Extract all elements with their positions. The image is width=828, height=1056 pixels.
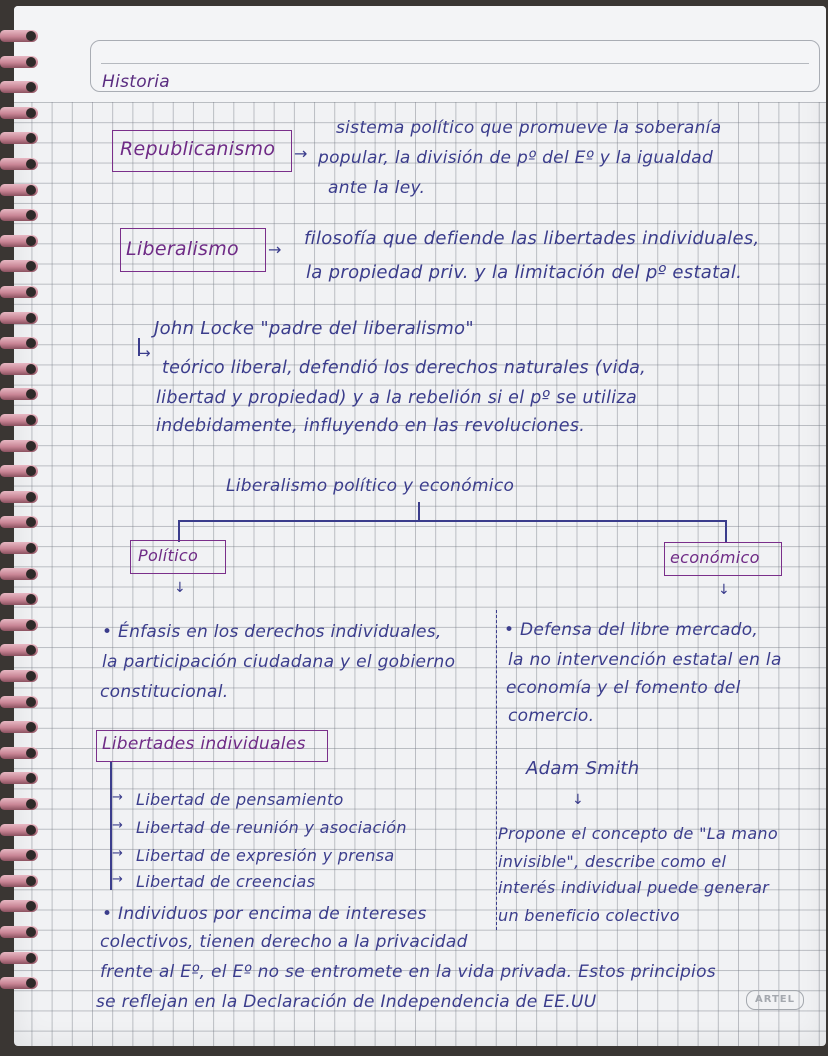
smith-line-4: un beneficio colectivo — [498, 906, 680, 925]
subject-title: Historia — [102, 72, 170, 92]
binding-hole — [26, 492, 36, 502]
notebook-page — [14, 6, 826, 1046]
binding-hole — [26, 185, 36, 195]
politico-line-3: constitucional. — [100, 682, 229, 702]
binding-hole — [26, 236, 36, 246]
binding-hole — [26, 620, 36, 630]
republicanismo-term: Republicanismo — [120, 138, 276, 160]
politico-line-1: • Énfasis en los derechos individuales, — [102, 622, 442, 642]
libertad-item-4: Libertad de creencias — [136, 872, 316, 891]
spiral-binding — [0, 30, 40, 1010]
economico-line-4: comercio. — [508, 706, 595, 726]
brand-logo: ARTEL — [746, 990, 804, 1010]
footer-line-4: se reflejan en la Declaración de Independencia de EE.UU — [96, 992, 597, 1012]
binding-hole — [26, 953, 36, 963]
diagram-title: Liberalismo político y económico — [226, 476, 515, 496]
economico-line-3: economía y el fomento del — [506, 678, 741, 698]
binding-hole — [26, 31, 36, 41]
republicanismo-line-2: popular, la división de pº del Eº y la igualdad — [318, 148, 714, 168]
diagram-left-drop — [178, 520, 180, 542]
liberalismo-term: Liberalismo — [126, 238, 239, 260]
republicanismo-line-1: sistema político que promueve la soberanía — [336, 118, 722, 138]
libertad-arrow-icon-2: → — [112, 818, 123, 833]
smith-down-arrow-icon: ↓ — [572, 792, 584, 808]
locke-arrow-icon: → — [138, 344, 151, 362]
footer-line-2: colectivos, tienen derecho a la privacidad — [100, 932, 468, 952]
locke-line-2: libertad y propiedad) y a la rebelión si el pº se utiliza — [156, 388, 637, 408]
libertad-arrow-icon-1: → — [112, 790, 123, 805]
economico-line-2: la no intervención estatal en la — [508, 650, 782, 670]
libertades-heading: Libertades individuales — [102, 734, 306, 754]
diagram-right-drop — [725, 520, 727, 542]
locke-line-3: indebidamente, influyendo en las revoluciones. — [156, 416, 586, 436]
title-bar — [90, 40, 820, 92]
economico-line-1: • Defensa del libre mercado, — [504, 620, 759, 640]
binding-hole — [26, 927, 36, 937]
binding-hole — [26, 825, 36, 835]
binding-hole — [26, 287, 36, 297]
smith-line-3: interés individual puede generar — [498, 878, 770, 897]
footer-line-1: • Individuos por encima de intereses — [102, 904, 427, 924]
binding-hole — [26, 441, 36, 451]
binding-hole — [26, 671, 36, 681]
politico-down-arrow-icon: ↓ — [174, 580, 186, 596]
diagram-divider — [496, 610, 497, 930]
republicanismo-line-3: ante la ley. — [328, 178, 426, 198]
binding-hole — [26, 313, 36, 323]
binding-hole — [26, 876, 36, 886]
binding-hole — [26, 799, 36, 809]
politico-line-2: la participación ciudadana y el gobierno — [102, 652, 456, 672]
binding-hole — [26, 415, 36, 425]
libertad-arrow-icon-4: → — [112, 872, 123, 887]
binding-hole — [26, 108, 36, 118]
liberalismo-arrow-icon: → — [268, 240, 282, 259]
locke-heading: John Locke "padre del liberalismo" — [154, 318, 474, 339]
libertad-item-3: Libertad de expresión y prensa — [136, 846, 395, 865]
footer-line-3: frente al Eº, el Eº no se entromete en la vida privada. Estos principios — [100, 962, 716, 982]
binding-hole — [26, 364, 36, 374]
diagram-title-stem — [418, 502, 420, 520]
binding-hole — [26, 543, 36, 553]
binding-hole — [26, 748, 36, 758]
economico-down-arrow-icon: ↓ — [718, 582, 730, 598]
title-bar-rule — [101, 63, 809, 64]
libertad-arrow-icon-3: → — [112, 846, 123, 861]
politico-label: Político — [138, 546, 199, 565]
diagram-branch-bar — [178, 520, 726, 522]
binding-hole — [26, 569, 36, 579]
liberalismo-line-2: la propiedad priv. y la limitación del pº estatal. — [306, 262, 743, 283]
liberalismo-line-1: filosofía que defiende las libertades individuales, — [304, 228, 760, 249]
binding-hole — [26, 57, 36, 67]
republicanismo-arrow-icon: → — [294, 144, 308, 163]
smith-line-2: invisible", describe como el — [498, 852, 727, 871]
locke-line-1: teórico liberal, defendió los derechos naturales (vida, — [162, 358, 647, 378]
smith-name: Adam Smith — [526, 758, 640, 779]
economico-label: económico — [670, 548, 760, 567]
libertad-item-1: Libertad de pensamiento — [136, 790, 344, 809]
libertad-item-2: Libertad de reunión y asociación — [136, 818, 407, 837]
binding-hole — [26, 697, 36, 707]
binding-hole — [26, 159, 36, 169]
smith-line-1: Propone el concepto de "La mano — [498, 824, 778, 843]
